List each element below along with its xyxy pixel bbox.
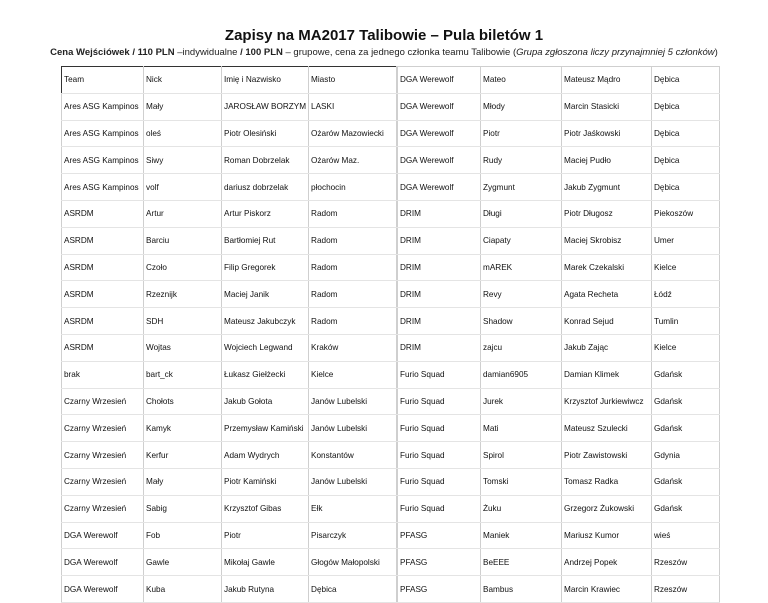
cell-city: Radom <box>309 254 397 281</box>
cell-team: Furio Squad <box>398 361 481 388</box>
cell-name: Maciej Pudło <box>562 147 652 174</box>
cell-city: Gdynia <box>652 442 720 469</box>
cell-nick: Barciu <box>144 227 222 254</box>
table-row <box>398 576 720 603</box>
cell-team: DRIM <box>398 334 481 361</box>
cell-city: Konstantów <box>309 442 397 469</box>
header-team: Team <box>62 67 144 94</box>
cell-name: Łukasz Giełżecki <box>222 361 309 388</box>
cell-name: Marcin Stasicki <box>562 93 652 120</box>
cell-nick: BeEEE <box>481 549 562 576</box>
cell-team: Ares ASG Kampinos <box>62 147 144 174</box>
cell-name: Piotr Jaśkowski <box>562 120 652 147</box>
cell-team: Ares ASG Kampinos <box>62 174 144 201</box>
cell-team: DRIM <box>398 227 481 254</box>
cell-name: Marek Czekalski <box>562 254 652 281</box>
cell-nick: Kerfur <box>144 442 222 469</box>
table-row <box>62 254 397 281</box>
table-row <box>398 147 720 174</box>
cell-city: Gdańsk <box>652 468 720 495</box>
cell-team: Furio Squad <box>398 388 481 415</box>
cell-city: Dębica <box>652 174 720 201</box>
cell-nick: Kuba <box>144 576 222 603</box>
cell-city: Radom <box>309 227 397 254</box>
cell-name: Wojciech Legwand <box>222 334 309 361</box>
cell-nick: Długi <box>481 200 562 227</box>
cell-name: Krzysztof Jurkiewiwcz <box>562 388 652 415</box>
table-row <box>398 120 720 147</box>
table-row <box>398 174 720 201</box>
cell-nick: Czoło <box>144 254 222 281</box>
subtitle-closing-paren: ) <box>714 47 718 58</box>
cell-city: wieś <box>652 522 720 549</box>
cell-team: PFASG <box>398 522 481 549</box>
cell-nick: Siwy <box>144 147 222 174</box>
table-row <box>398 281 720 308</box>
cell-nick: Mały <box>144 468 222 495</box>
cell-name: Piotr Długosz <box>562 200 652 227</box>
cell-team: Furio Squad <box>398 415 481 442</box>
cell-nick: Zygmunt <box>481 174 562 201</box>
table-row <box>62 308 397 335</box>
table-row <box>62 468 397 495</box>
table-row <box>62 227 397 254</box>
cell-city: Janów Lubelski <box>309 415 397 442</box>
table-row <box>62 495 397 522</box>
subtitle-group-label: – grupowe, cena za jednego członka teamu Talibowie ( <box>282 47 517 58</box>
cell-team: DGA Werewolf <box>398 147 481 174</box>
table-row <box>62 415 397 442</box>
cell-city: Ełk <box>309 495 397 522</box>
table-row <box>62 388 397 415</box>
cell-city: Dębica <box>652 120 720 147</box>
table-row <box>62 442 397 469</box>
cell-team: Czarny Wrzesień <box>62 442 144 469</box>
cell-nick: zajcu <box>481 334 562 361</box>
cell-city: Kielce <box>309 361 397 388</box>
cell-name: Bartłomiej Rut <box>222 227 309 254</box>
table-row <box>398 93 720 120</box>
cell-team: ASRDM <box>62 254 144 281</box>
cell-city: Głogów Małopolski <box>309 549 397 576</box>
cell-nick: Kamyk <box>144 415 222 442</box>
header-city: Miasto <box>309 67 397 94</box>
registration-table-left <box>61 66 397 603</box>
cell-team: ASRDM <box>62 308 144 335</box>
table-row <box>398 254 720 281</box>
cell-team: PFASG <box>398 549 481 576</box>
cell-name: Roman Dobrzelak <box>222 147 309 174</box>
table-row <box>62 174 397 201</box>
table-row <box>398 308 720 335</box>
cell-name: Piotr Kamiński <box>222 468 309 495</box>
subtitle-price-individual: Cena Wejściówek / 110 PLN <box>50 47 175 58</box>
cell-city: Janów Lubelski <box>309 388 397 415</box>
cell-nick: Shadow <box>481 308 562 335</box>
registration-table-right <box>397 66 720 603</box>
cell-nick: Revy <box>481 281 562 308</box>
cell-name: Jakub Gołota <box>222 388 309 415</box>
table-row <box>398 549 720 576</box>
cell-name: Mariusz Kumor <box>562 522 652 549</box>
cell-city: Tumlin <box>652 308 720 335</box>
subtitle-individual-label: –indywidualne <box>174 47 241 58</box>
cell-city: Janów Lubelski <box>309 468 397 495</box>
table-row <box>62 576 397 603</box>
cell-city: Radom <box>309 308 397 335</box>
cell-city: Ożarów Mazowiecki <box>309 120 397 147</box>
cell-team: ASRDM <box>62 227 144 254</box>
cell-name: Mateusz Szulecki <box>562 415 652 442</box>
cell-nick: damian6905 <box>481 361 562 388</box>
cell-city: Dębica <box>652 147 720 174</box>
cell-team: DGA Werewolf <box>62 549 144 576</box>
cell-name: Mateusz Jakubczyk <box>222 308 309 335</box>
cell-nick: Artur <box>144 200 222 227</box>
cell-city: Rzeszów <box>652 549 720 576</box>
cell-city: Kielce <box>652 334 720 361</box>
cell-team: DRIM <box>398 308 481 335</box>
cell-name: Mateusz Mądro <box>562 67 652 94</box>
table-row <box>398 495 720 522</box>
cell-city: Łódź <box>652 281 720 308</box>
cell-city: Gdańsk <box>652 415 720 442</box>
cell-city: Umer <box>652 227 720 254</box>
cell-city: Gdańsk <box>652 495 720 522</box>
cell-name: dariusz dobrzelak <box>222 174 309 201</box>
cell-nick: Piotr <box>481 120 562 147</box>
table-row <box>62 522 397 549</box>
cell-city: Dębica <box>652 93 720 120</box>
cell-name: Konrad Sejud <box>562 308 652 335</box>
cell-name: Jakub Rutyna <box>222 576 309 603</box>
cell-nick: Mateo <box>481 67 562 94</box>
cell-nick: Rzeznijk <box>144 281 222 308</box>
cell-name: JAROSŁAW BORZYM <box>222 93 309 120</box>
cell-name: Maciej Janik <box>222 281 309 308</box>
cell-nick: Spirol <box>481 442 562 469</box>
cell-team: DRIM <box>398 281 481 308</box>
table-row <box>62 120 397 147</box>
cell-name: Andrzej Popek <box>562 549 652 576</box>
subtitle-price-group: / 100 PLN <box>240 47 283 58</box>
cell-team: DGA Werewolf <box>62 576 144 603</box>
cell-nick: Młody <box>481 93 562 120</box>
cell-city: Radom <box>309 200 397 227</box>
cell-name: Marcin Krawiec <box>562 576 652 603</box>
cell-city: Dębica <box>652 67 720 94</box>
cell-city: Kielce <box>652 254 720 281</box>
page-subtitle <box>0 47 768 58</box>
cell-team: DGA Werewolf <box>398 120 481 147</box>
cell-nick: volf <box>144 174 222 201</box>
table-row <box>398 227 720 254</box>
cell-nick: bart_ck <box>144 361 222 388</box>
cell-team: DGA Werewolf <box>62 522 144 549</box>
cell-city: Ożarów Maz. <box>309 147 397 174</box>
cell-team: Furio Squad <box>398 495 481 522</box>
cell-nick: Maniek <box>481 522 562 549</box>
cell-team: DRIM <box>398 200 481 227</box>
cell-city: Gdańsk <box>652 361 720 388</box>
cell-team: ASRDM <box>62 281 144 308</box>
cell-team: Czarny Wrzesień <box>62 388 144 415</box>
cell-nick: Ciapaty <box>481 227 562 254</box>
table-row <box>398 522 720 549</box>
cell-team: Ares ASG Kampinos <box>62 120 144 147</box>
cell-nick: Rudy <box>481 147 562 174</box>
table-row <box>398 468 720 495</box>
cell-city: Piekoszów <box>652 200 720 227</box>
cell-nick: Mati <box>481 415 562 442</box>
cell-nick: Sabig <box>144 495 222 522</box>
table-row <box>398 361 720 388</box>
cell-name: Przemysław Kamiński <box>222 415 309 442</box>
cell-team: ASRDM <box>62 200 144 227</box>
cell-name: Adam Wydrych <box>222 442 309 469</box>
table-row <box>398 415 720 442</box>
table-row <box>62 334 397 361</box>
table-row <box>398 442 720 469</box>
cell-nick: Jurek <box>481 388 562 415</box>
cell-nick: Mały <box>144 93 222 120</box>
cell-nick: Chołots <box>144 388 222 415</box>
header-name: Imię i Nazwisko <box>222 67 309 94</box>
cell-team: Furio Squad <box>398 442 481 469</box>
cell-nick: oleś <box>144 120 222 147</box>
table-row <box>62 281 397 308</box>
table-row <box>62 147 397 174</box>
cell-name: Filip Gregorek <box>222 254 309 281</box>
cell-name: Jakub Zygmunt <box>562 174 652 201</box>
cell-nick: Fob <box>144 522 222 549</box>
cell-team: brak <box>62 361 144 388</box>
cell-city: Rzeszów <box>652 576 720 603</box>
cell-name: Piotr <box>222 522 309 549</box>
cell-name: Piotr Zawistowski <box>562 442 652 469</box>
cell-team: Ares ASG Kampinos <box>62 93 144 120</box>
cell-name: Grzegorz Żukowski <box>562 495 652 522</box>
cell-city: LASKI <box>309 93 397 120</box>
table-row <box>398 67 720 94</box>
cell-name: Piotr Olesiński <box>222 120 309 147</box>
table-row <box>398 334 720 361</box>
cell-city: Radom <box>309 281 397 308</box>
cell-team: DGA Werewolf <box>398 93 481 120</box>
cell-team: ASRDM <box>62 334 144 361</box>
cell-nick: Żuku <box>481 495 562 522</box>
cell-name: Tomasz Radka <box>562 468 652 495</box>
table-row <box>62 93 397 120</box>
cell-team: Czarny Wrzesień <box>62 468 144 495</box>
cell-name: Agata Recheta <box>562 281 652 308</box>
table-row <box>398 388 720 415</box>
table-row <box>62 361 397 388</box>
cell-name: Damian Klimek <box>562 361 652 388</box>
cell-city: Dębica <box>309 576 397 603</box>
cell-nick: Wojtas <box>144 334 222 361</box>
cell-team: Furio Squad <box>398 468 481 495</box>
table-row <box>398 200 720 227</box>
table-row <box>62 549 397 576</box>
cell-team: Czarny Wrzesień <box>62 495 144 522</box>
cell-team: Czarny Wrzesień <box>62 415 144 442</box>
cell-name: Jakub Zając <box>562 334 652 361</box>
cell-team: DRIM <box>398 254 481 281</box>
cell-city: Pisarczyk <box>309 522 397 549</box>
cell-team: DGA Werewolf <box>398 174 481 201</box>
page-title: Zapisy na MA2017 Talibowie – Pula biletów 1 <box>224 27 544 44</box>
cell-nick: Tomski <box>481 468 562 495</box>
subtitle-group-note: Grupa zgłoszona liczy przynajmniej 5 członków <box>516 47 715 58</box>
cell-name: Maciej Skrobisz <box>562 227 652 254</box>
header-nick: Nick <box>144 67 222 94</box>
cell-team: PFASG <box>398 576 481 603</box>
cell-city: Kraków <box>309 334 397 361</box>
cell-name: Mikołaj Gawle <box>222 549 309 576</box>
cell-name: Krzysztof Gibas <box>222 495 309 522</box>
table-row <box>62 200 397 227</box>
cell-city: płochocin <box>309 174 397 201</box>
cell-name: Artur Piskorz <box>222 200 309 227</box>
cell-team: DGA Werewolf <box>398 67 481 94</box>
cell-nick: Gawle <box>144 549 222 576</box>
cell-nick: Bambus <box>481 576 562 603</box>
cell-nick: SDH <box>144 308 222 335</box>
table-header-row <box>62 67 397 94</box>
cell-nick: mAREK <box>481 254 562 281</box>
cell-city: Gdańsk <box>652 388 720 415</box>
